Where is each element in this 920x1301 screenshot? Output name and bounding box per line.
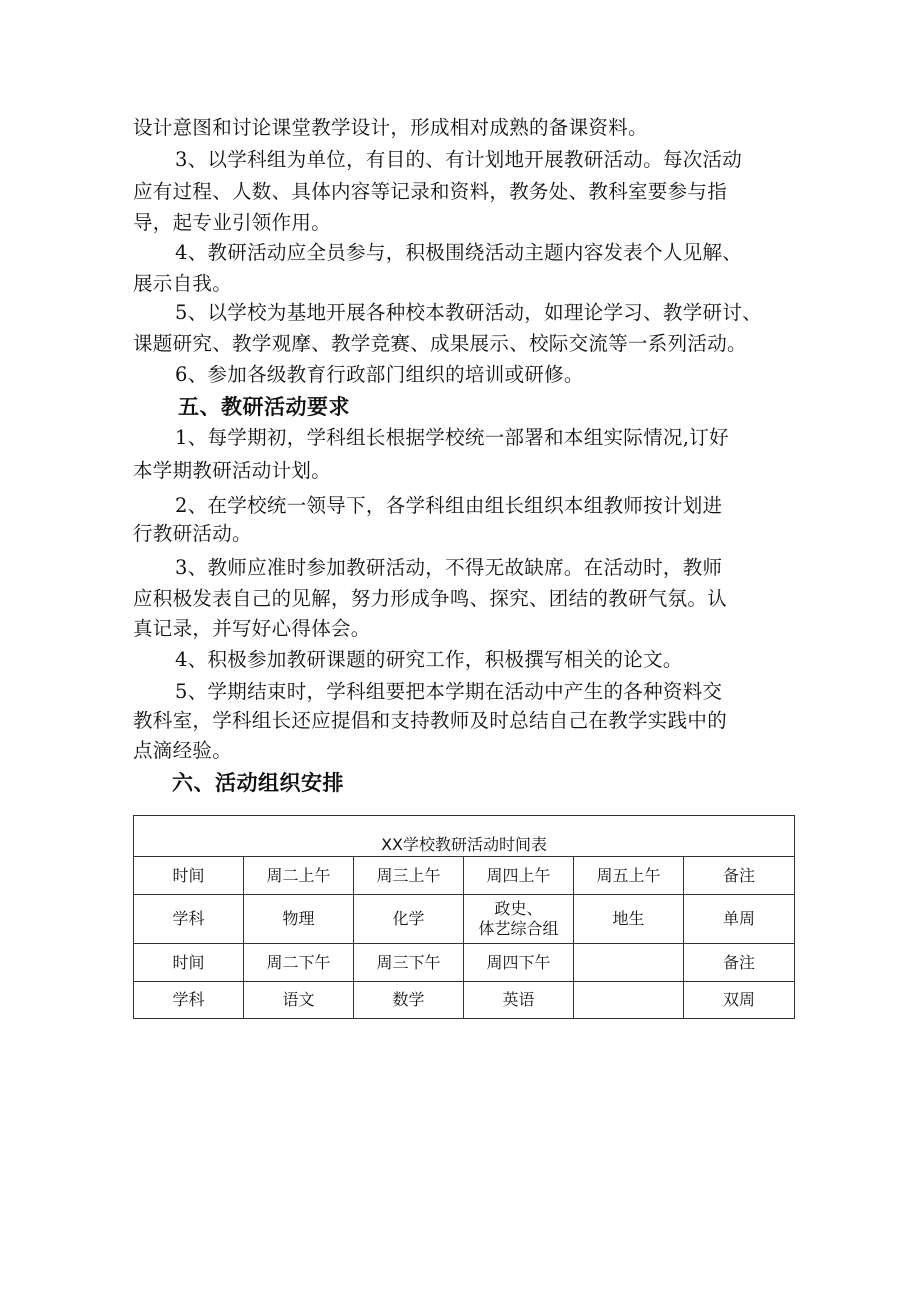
table-caption-row [134, 816, 795, 857]
paragraph-line: 6、参加各级教育行政部门组织的培训或研修。 [175, 363, 584, 386]
paragraph-line: 课题研究、教学观摩、教学竞赛、成果展示、校际交流等一系列活动。 [133, 332, 747, 355]
paragraph-line: 应有过程、人数、具体内容等记录和资料，教务处、教科室要参与指 [133, 180, 728, 203]
paragraph-line: 点滴经验。 [133, 739, 233, 762]
paragraph-line: 4、积极参加教研课题的研究工作，积极撰写相关的论文。 [175, 648, 683, 671]
table-cell [574, 944, 684, 982]
paragraph-line: 教科室，学科组长还应提倡和支持教师及时总结自己在教学实践中的 [133, 709, 728, 732]
paragraph-line: 2、在学校统一领导下，各学科组由组长组织本组教师按计划进 [175, 494, 723, 517]
table-cell: 地生 [574, 895, 684, 944]
table-cell: 备注 [684, 944, 795, 982]
paragraph-line: 3、教师应准时参加教研活动，不得无故缺席。在活动时，教师 [175, 556, 723, 579]
table-cell: 化学 [354, 895, 464, 944]
table-cell: 周三下午 [354, 944, 464, 982]
paragraph-line: 应积极发表自己的见解，努力形成争鸣、探究、团结的教研气氛。认 [133, 587, 728, 610]
table-cell: 周三上午 [354, 857, 464, 895]
table-row [134, 895, 795, 944]
schedule-table [133, 815, 795, 1019]
table-cell [464, 895, 574, 944]
table-cell: 英语 [464, 982, 574, 1019]
section-heading-five: 五、教研活动要求 [178, 395, 350, 419]
table-cell: 周二下午 [244, 944, 354, 982]
paragraph-line: 5、以学校为基地开展各种校本教研活动，如理论学习、教学研讨、 [175, 301, 762, 324]
table-cell: 周四上午 [464, 857, 574, 895]
table-cell: 单周 [684, 895, 795, 944]
paragraph-line: 3、以学科组为单位，有目的、有计划地开展教研活动。每次活动 [175, 148, 743, 171]
table-cell: 周五上午 [574, 857, 684, 895]
cell-line: 政史、 [494, 899, 543, 918]
paragraph-line: 本学期教研活动计划。 [133, 459, 332, 482]
paragraph-line: 导，起专业引领作用。 [133, 211, 332, 234]
table-cell: 备注 [684, 857, 795, 895]
table-cell [574, 982, 684, 1019]
paragraph-line: 真记录，并写好心得体会。 [133, 617, 371, 640]
table-caption-text: XX学校教研活动时间表 [381, 835, 547, 854]
table-cell: 学科 [134, 982, 244, 1019]
table-row [134, 944, 795, 982]
table-cell: 学科 [134, 895, 244, 944]
paragraph-line: 设计意图和讨论课堂教学设计，形成相对成熟的备课资料。 [133, 116, 648, 139]
table-row [134, 982, 795, 1019]
paragraph-line: 5、学期结束时，学科组要把本学期在活动中产生的各种资料交 [175, 680, 723, 703]
table-caption [134, 816, 795, 857]
table-cell: 语文 [244, 982, 354, 1019]
table-cell: 时间 [134, 944, 244, 982]
table-cell: 数学 [354, 982, 464, 1019]
table-cell: 周二上午 [244, 857, 354, 895]
table-cell: 时间 [134, 857, 244, 895]
table-row [134, 857, 795, 895]
table-cell: 周四下午 [464, 944, 574, 982]
table-cell: 双周 [684, 982, 795, 1019]
table-cell: 物理 [244, 895, 354, 944]
cell-line: 体艺综合组 [478, 919, 559, 938]
paragraph-line: 4、教研活动应全员参与，积极围绕活动主题内容发表个人见解、 [175, 241, 743, 264]
paragraph-line: 行教研活动。 [133, 522, 252, 545]
section-heading-six: 六、活动组织安排 [172, 771, 344, 795]
paragraph-line: 1、每学期初，学科组长根据学校统一部署和本组实际情况,订好 [175, 426, 729, 449]
paragraph-line: 展示自我。 [133, 272, 233, 295]
